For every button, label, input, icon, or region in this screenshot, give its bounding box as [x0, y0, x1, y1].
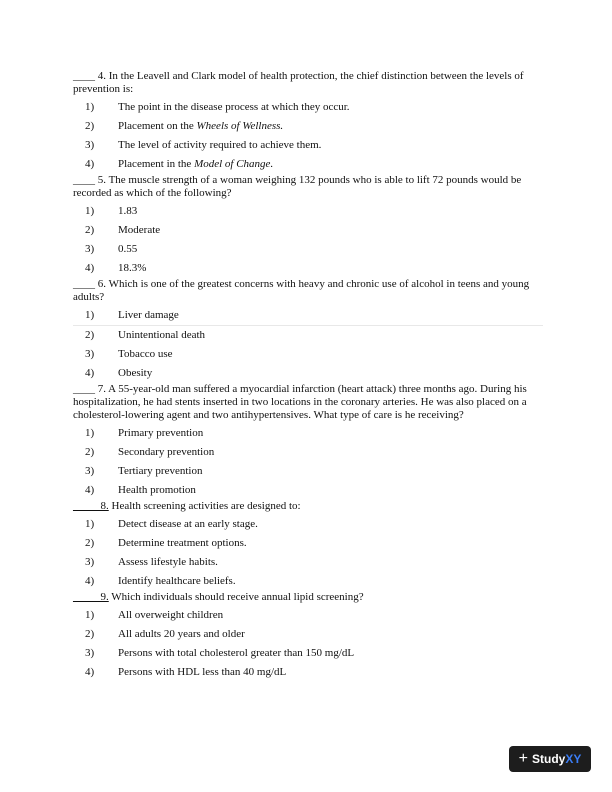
question-5	[73, 174, 543, 278]
option-text: All overweight children	[118, 609, 224, 621]
option-text: Detect disease at an early stage.	[118, 518, 258, 530]
option-text: The point in the disease process at which they occur.	[118, 101, 350, 113]
option-number: 3)	[85, 243, 95, 255]
option-item	[73, 663, 543, 682]
question-text: Which individuals should receive annual lipid screening?	[108, 591, 364, 603]
question-8	[73, 500, 543, 591]
option-text	[104, 155, 273, 174]
option-text-italic: Wheels of Wellness.	[196, 120, 284, 132]
question-number-underlined	[73, 500, 109, 512]
option-number: 4)	[85, 367, 95, 379]
question-number: 9.	[100, 591, 109, 603]
option-number: 4)	[85, 666, 95, 678]
option-list	[73, 606, 543, 682]
question-9	[73, 591, 543, 682]
studyxy-badge[interactable]	[509, 746, 591, 772]
option-item	[73, 572, 543, 591]
option-number: 3)	[85, 647, 95, 659]
option-number: 2)	[85, 329, 95, 341]
option-text: Identify healthcare beliefs.	[118, 575, 236, 587]
option-number: 1)	[85, 101, 95, 113]
question-number: 6.	[95, 278, 109, 290]
option-item	[73, 644, 543, 663]
option-item	[73, 534, 543, 553]
option-text: Obesity	[118, 367, 153, 379]
question-stem	[73, 278, 543, 304]
question-7	[73, 383, 543, 500]
question-number: 5.	[95, 174, 109, 186]
option-item	[73, 202, 543, 221]
option-number: 1)	[85, 205, 95, 217]
answer-blank: ____	[73, 174, 95, 186]
option-item	[73, 155, 543, 174]
option-number: 4)	[85, 262, 95, 274]
option-list	[73, 424, 543, 500]
question-text: Which is one of the greatest concerns with heavy and chronic use of alcohol in teens and young adults?	[73, 278, 530, 303]
question-text: In the Leavell and Clark model of health protection, the chief distinction between the levels of prevention is:	[73, 70, 524, 95]
option-text-plain: Placement in the	[118, 158, 195, 170]
question-stem	[73, 591, 543, 604]
question-stem	[73, 500, 543, 513]
question-stem	[73, 174, 543, 200]
option-item	[73, 325, 543, 345]
answer-blank: ____	[73, 383, 95, 395]
option-list	[73, 202, 543, 278]
option-number: 2)	[85, 224, 95, 236]
option-list	[73, 306, 543, 383]
option-number: 1)	[85, 427, 95, 439]
option-text-italic: Model of Change.	[194, 158, 274, 170]
option-number: 3)	[85, 348, 95, 360]
option-number: 2)	[85, 120, 95, 132]
question-number: 7.	[95, 383, 109, 395]
question-text: Health screening activities are designed to:	[108, 500, 301, 512]
option-text: All adults 20 years and older	[118, 628, 245, 640]
option-text: Assess lifestyle habits.	[118, 556, 218, 568]
option-list	[73, 515, 543, 591]
option-item	[73, 306, 543, 325]
plus-icon: +	[518, 750, 528, 767]
option-item	[73, 424, 543, 443]
option-item	[73, 259, 543, 278]
option-text: 1.83	[118, 205, 138, 217]
option-number: 4)	[85, 484, 95, 496]
option-number: 4)	[85, 575, 95, 587]
question-text: The muscle strength of a woman weighing 132 pounds who is able to lift 72 pounds would be recorded as which of the following?	[73, 174, 522, 199]
answer-blank: ____	[73, 278, 95, 290]
option-text: The level of activity required to achieve them.	[118, 139, 322, 151]
question-stem	[73, 70, 543, 96]
answer-blank: _____	[73, 500, 101, 512]
option-text: 0.55	[118, 243, 138, 255]
option-number: 3)	[85, 465, 95, 477]
option-text: Moderate	[118, 224, 161, 236]
brand-prefix: Study	[531, 752, 566, 766]
option-text: Tertiary prevention	[118, 465, 203, 477]
option-item	[73, 606, 543, 625]
option-text	[104, 117, 283, 136]
question-number-underlined	[73, 591, 109, 603]
option-text-plain: Placement on the	[118, 120, 197, 132]
answer-blank: _____	[73, 591, 101, 603]
option-item	[73, 364, 543, 383]
question-document	[73, 70, 543, 682]
option-item	[73, 443, 543, 462]
option-item	[73, 240, 543, 259]
option-item	[73, 515, 543, 534]
option-number: 1)	[85, 309, 95, 321]
question-text: A 55-year-old man suffered a myocardial infarction (heart attack) three months ago. During his hospitalization, he had stents inserted in two locations in the coronary arteries. He was also placed on a cholesterol-lowering agent and two antihypertensives. What type of care is he receiving?	[73, 383, 527, 421]
question-4	[73, 70, 543, 174]
option-item	[73, 98, 543, 117]
option-item	[73, 136, 543, 155]
question-number: 8.	[100, 500, 109, 512]
option-text: Secondary prevention	[118, 446, 215, 458]
option-text: Persons with HDL less than 40 mg/dL	[118, 666, 287, 678]
option-list	[73, 98, 543, 174]
option-item	[73, 625, 543, 644]
option-number: 1)	[85, 609, 95, 621]
option-number: 2)	[85, 628, 95, 640]
option-text: 18.3%	[118, 262, 147, 274]
option-text: Health promotion	[118, 484, 196, 496]
option-number: 3)	[85, 556, 95, 568]
option-text: Tobacco use	[118, 348, 173, 360]
option-item	[73, 462, 543, 481]
brand-suffix: XY	[565, 752, 582, 766]
answer-blank: ____	[73, 70, 95, 82]
option-item	[73, 345, 543, 364]
option-item	[73, 221, 543, 240]
question-6	[73, 278, 543, 383]
option-number: 2)	[85, 537, 95, 549]
option-number: 2)	[85, 446, 95, 458]
option-item	[73, 117, 543, 136]
option-text: Liver damage	[118, 309, 179, 321]
option-number: 3)	[85, 139, 95, 151]
question-stem	[73, 383, 543, 422]
option-item	[73, 553, 543, 572]
option-text: Unintentional death	[118, 329, 206, 341]
option-number: 4)	[85, 158, 95, 170]
option-text: Persons with total cholesterol greater than 150 mg/dL	[118, 647, 355, 659]
option-text: Primary prevention	[118, 427, 204, 439]
option-item	[73, 481, 543, 500]
option-number: 1)	[85, 518, 95, 530]
option-text: Determine treatment options.	[118, 537, 247, 549]
question-number: 4.	[95, 70, 109, 82]
